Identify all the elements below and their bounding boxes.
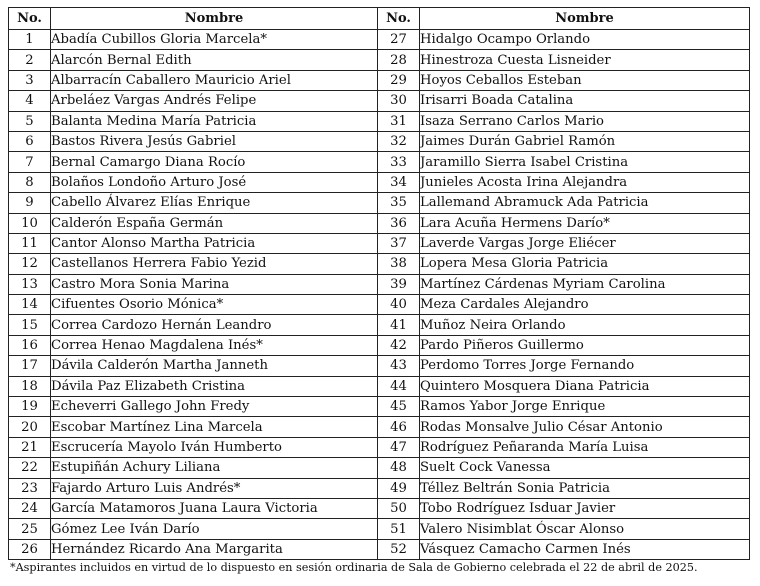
row-name-left: Estupiñán Achury Liliana [51, 458, 378, 478]
table-row [9, 152, 750, 172]
row-number-left: 6 [9, 131, 51, 151]
row-name-left: Abadía Cubillos Gloria Marcela* [51, 30, 378, 50]
row-name-left: Fajardo Arturo Luis Andrés* [51, 478, 378, 498]
row-number-left: 23 [9, 478, 51, 498]
row-name-left: Arbeláez Vargas Andrés Felipe [51, 91, 378, 111]
row-number-right: 39 [378, 274, 420, 294]
row-number-right: 40 [378, 295, 420, 315]
header-row [9, 8, 750, 30]
row-number-left: 17 [9, 356, 51, 376]
table-row [9, 315, 750, 335]
header-no-right: No. [378, 8, 420, 30]
row-number-left: 19 [9, 397, 51, 417]
table-row [9, 519, 750, 539]
table-row [9, 437, 750, 457]
table-body [9, 30, 750, 560]
row-name-right: Lara Acuña Hermens Darío* [420, 213, 750, 233]
table-row [9, 111, 750, 131]
row-number-left: 8 [9, 172, 51, 192]
row-number-left: 13 [9, 274, 51, 294]
table-row [9, 335, 750, 355]
row-number-right: 34 [378, 172, 420, 192]
table-row [9, 50, 750, 70]
row-number-right: 28 [378, 50, 420, 70]
table-row [9, 478, 750, 498]
row-number-right: 31 [378, 111, 420, 131]
row-name-left: Castro Mora Sonia Marina [51, 274, 378, 294]
table-row [9, 458, 750, 478]
row-number-right: 48 [378, 458, 420, 478]
row-name-left: Bolaños Londoño Arturo José [51, 172, 378, 192]
row-name-right: Ramos Yabor Jorge Enrique [420, 397, 750, 417]
row-number-left: 9 [9, 193, 51, 213]
row-name-right: Téllez Beltrán Sonia Patricia [420, 478, 750, 498]
table-row [9, 356, 750, 376]
table-row [9, 274, 750, 294]
row-name-left: Hernández Ricardo Ana Margarita [51, 539, 378, 559]
table-row [9, 70, 750, 90]
row-number-left: 25 [9, 519, 51, 539]
row-name-left: Escrucería Mayolo Iván Humberto [51, 437, 378, 457]
row-name-left: Balanta Medina María Patricia [51, 111, 378, 131]
row-number-right: 33 [378, 152, 420, 172]
row-number-left: 3 [9, 70, 51, 90]
row-name-right: Isaza Serrano Carlos Mario [420, 111, 750, 131]
header-name-left: Nombre [51, 8, 378, 30]
row-name-right: Rodas Monsalve Julio César Antonio [420, 417, 750, 437]
row-number-right: 41 [378, 315, 420, 335]
row-number-right: 38 [378, 254, 420, 274]
row-number-left: 20 [9, 417, 51, 437]
table-row [9, 498, 750, 518]
row-name-right: Tobo Rodríguez Isduar Javier [420, 498, 750, 518]
row-number-right: 27 [378, 30, 420, 50]
row-number-left: 7 [9, 152, 51, 172]
row-number-left: 24 [9, 498, 51, 518]
row-number-right: 42 [378, 335, 420, 355]
row-number-left: 15 [9, 315, 51, 335]
row-number-right: 52 [378, 539, 420, 559]
row-name-left: Cantor Alonso Martha Patricia [51, 233, 378, 253]
row-number-left: 16 [9, 335, 51, 355]
row-number-left: 26 [9, 539, 51, 559]
row-number-left: 11 [9, 233, 51, 253]
table-row [9, 539, 750, 559]
row-name-right: Lopera Mesa Gloria Patricia [420, 254, 750, 274]
row-number-right: 37 [378, 233, 420, 253]
table-row [9, 91, 750, 111]
row-name-right: Irisarri Boada Catalina [420, 91, 750, 111]
row-name-right: Valero Nisimblat Óscar Alonso [420, 519, 750, 539]
row-name-left: Dávila Paz Elizabeth Cristina [51, 376, 378, 396]
row-number-right: 30 [378, 91, 420, 111]
row-name-left: Alarcón Bernal Edith [51, 50, 378, 70]
table-row [9, 254, 750, 274]
row-name-right: Rodríguez Peñaranda María Luisa [420, 437, 750, 457]
table-row [9, 417, 750, 437]
row-name-right: Junieles Acosta Irina Alejandra [420, 172, 750, 192]
row-name-left: García Matamoros Juana Laura Victoria [51, 498, 378, 518]
row-number-left: 12 [9, 254, 51, 274]
row-number-right: 29 [378, 70, 420, 90]
row-name-left: Correa Henao Magdalena Inés* [51, 335, 378, 355]
row-number-left: 22 [9, 458, 51, 478]
row-number-right: 47 [378, 437, 420, 457]
table-row [9, 30, 750, 50]
row-number-right: 44 [378, 376, 420, 396]
row-number-right: 45 [378, 397, 420, 417]
row-number-left: 10 [9, 213, 51, 233]
row-name-right: Jaimes Durán Gabriel Ramón [420, 131, 750, 151]
row-number-right: 49 [378, 478, 420, 498]
row-name-right: Perdomo Torres Jorge Fernando [420, 356, 750, 376]
row-number-right: 50 [378, 498, 420, 518]
row-number-right: 51 [378, 519, 420, 539]
row-number-left: 5 [9, 111, 51, 131]
row-number-left: 14 [9, 295, 51, 315]
document [8, 7, 749, 574]
row-number-left: 4 [9, 91, 51, 111]
row-name-left: Castellanos Herrera Fabio Yezid [51, 254, 378, 274]
row-name-left: Cifuentes Osorio Mónica* [51, 295, 378, 315]
row-number-left: 1 [9, 30, 51, 50]
table-row [9, 376, 750, 396]
row-name-left: Correa Cardozo Hernán Leandro [51, 315, 378, 335]
row-name-right: Martínez Cárdenas Myriam Carolina [420, 274, 750, 294]
row-number-left: 18 [9, 376, 51, 396]
row-name-right: Hinestroza Cuesta Lisneider [420, 50, 750, 70]
row-name-right: Laverde Vargas Jorge Eliécer [420, 233, 750, 253]
row-number-right: 32 [378, 131, 420, 151]
row-name-left: Gómez Lee Iván Darío [51, 519, 378, 539]
row-name-left: Echeverri Gallego John Fredy [51, 397, 378, 417]
row-name-right: Pardo Piñeros Guillermo [420, 335, 750, 355]
row-name-right: Hidalgo Ocampo Orlando [420, 30, 750, 50]
row-number-right: 35 [378, 193, 420, 213]
table-row [9, 233, 750, 253]
table-row [9, 172, 750, 192]
header-name-right: Nombre [420, 8, 750, 30]
row-name-right: Meza Cardales Alejandro [420, 295, 750, 315]
table-row [9, 295, 750, 315]
row-name-left: Calderón España Germán [51, 213, 378, 233]
table-row [9, 131, 750, 151]
row-name-right: Lallemand Abramuck Ada Patricia [420, 193, 750, 213]
row-number-left: 21 [9, 437, 51, 457]
row-name-right: Quintero Mosquera Diana Patricia [420, 376, 750, 396]
footnote: *Aspirantes incluidos en virtud de lo dispuesto en sesión ordinaria de Sala de Gobierno celebrada el 22 de abril de 2025. [10, 561, 698, 575]
table-row [9, 397, 750, 417]
row-number-right: 46 [378, 417, 420, 437]
row-name-right: Muñoz Neira Orlando [420, 315, 750, 335]
header-no-left: No. [9, 8, 51, 30]
row-name-left: Bastos Rivera Jesús Gabriel [51, 131, 378, 151]
row-name-left: Dávila Calderón Martha Janneth [51, 356, 378, 376]
row-number-left: 2 [9, 50, 51, 70]
row-name-left: Bernal Camargo Diana Rocío [51, 152, 378, 172]
row-number-right: 43 [378, 356, 420, 376]
row-name-right: Hoyos Ceballos Esteban [420, 70, 750, 90]
table-row [9, 193, 750, 213]
table-row [9, 213, 750, 233]
row-name-left: Albarracín Caballero Mauricio Ariel [51, 70, 378, 90]
row-name-right: Jaramillo Sierra Isabel Cristina [420, 152, 750, 172]
row-name-left: Escobar Martínez Lina Marcela [51, 417, 378, 437]
row-name-right: Vásquez Camacho Carmen Inés [420, 539, 750, 559]
row-name-right: Suelt Cock Vanessa [420, 458, 750, 478]
row-number-right: 36 [378, 213, 420, 233]
candidates-table [8, 7, 750, 560]
row-name-left: Cabello Álvarez Elías Enrique [51, 193, 378, 213]
